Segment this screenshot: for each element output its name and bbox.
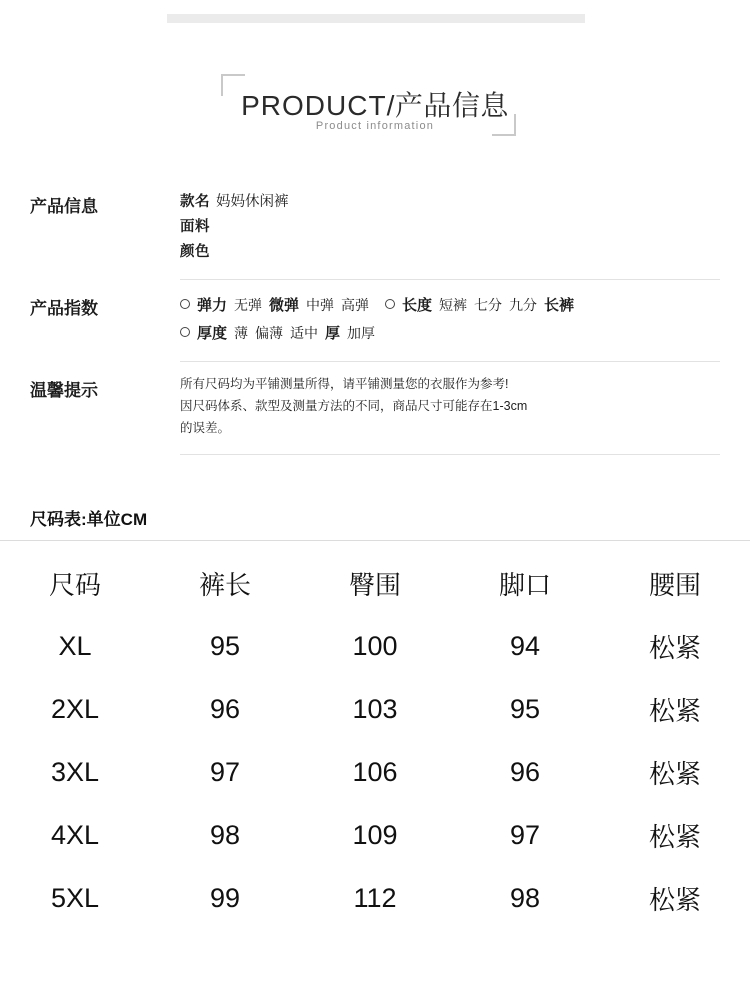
separator-spacer [30,440,180,442]
table-cell-waist: 松紧 [648,759,701,789]
product-info-value: 妈妈休闲裤 [216,194,289,210]
tips-line: 因尺码体系、款型及测量方法的不同，商品尺寸可能存在1-3cm [180,399,528,414]
size-chart-table [0,552,750,930]
index-option: 适中 [290,324,319,341]
index-group-name: 厚度 [197,324,228,342]
table-cell-length: 96 [209,694,241,724]
product-info-row [30,190,720,265]
table-row [0,867,750,930]
product-info-line [180,240,720,265]
table-cell-leg-opening: 95 [509,694,541,724]
index-option: 中弹 [306,296,335,313]
product-index-line [180,292,720,320]
section-divider [180,361,720,362]
table-cell-size: 4XL [50,820,100,850]
index-option: 厚 [325,324,341,342]
table-cell-hip: 112 [353,883,397,913]
index-option: 薄 [234,324,249,341]
index-group-name: 弹力 [197,296,228,314]
separator-spacer [30,265,180,267]
product-info-line [180,215,720,240]
index-option: 微弹 [269,296,300,314]
table-column-header: 臀围 [348,570,401,600]
table-cell-hip: 109 [352,820,398,850]
separator-row [30,347,720,374]
product-info-label: 产品信息 [30,197,98,216]
circle-bullet-icon [180,327,190,337]
size-chart-title: 尺码表:单位CM [30,510,148,529]
section-divider [180,279,720,280]
table-cell-hip: 103 [352,694,398,724]
tips-row [30,374,720,440]
table-cell-leg-opening: 97 [509,820,541,850]
index-option: 加厚 [347,324,376,341]
product-index-label: 产品指数 [30,298,98,318]
table-cell-size: 3XL [50,757,100,787]
page-title-en: PRODUCT [241,90,387,121]
table-cell-size: 5XL [50,883,100,913]
index-option: 七分 [474,296,503,313]
page-title-separator: / [386,90,395,121]
product-info-section [30,190,720,467]
product-index-row [30,292,720,348]
page-title [0,84,750,124]
table-cell-waist: 松紧 [648,885,701,915]
table-header-row [0,552,750,615]
table-cell-length: 95 [209,631,241,661]
table-cell-waist: 松紧 [648,633,701,663]
table-cell-leg-opening: 96 [509,757,541,787]
circle-bullet-icon [180,299,190,309]
table-cell-length: 99 [209,883,241,913]
table-column-header: 裤长 [198,570,251,600]
table-column-header: 尺码 [48,570,101,600]
index-group-name: 长度 [402,296,433,314]
product-info-key: 颜色 [180,243,210,260]
table-cell-hip: 106 [352,757,398,787]
table-row [0,804,750,867]
page-title-cn: 产品信息 [394,90,509,121]
table-cell-size: XL [58,631,92,661]
product-index-line [180,320,720,348]
page-subtitle: Product information [315,120,435,132]
table-cell-waist: 松紧 [648,696,701,726]
tips-line: 所有尺码均为平铺测量所得，请平铺测量您的衣服作为参考! [180,377,509,392]
index-option: 九分 [509,296,538,313]
table-cell-leg-opening: 94 [509,631,541,661]
tips-label: 温馨提示 [30,381,98,401]
size-chart-top-divider [0,540,750,541]
tips-body [180,374,720,440]
product-info-line [180,190,720,215]
index-option: 高弹 [341,296,370,313]
tips-line: 的误差。 [180,421,231,436]
table-row [0,615,750,678]
top-decoration-bar [167,14,585,23]
table-cell-size: 2XL [50,694,100,724]
table-column-header: 脚口 [498,570,551,600]
table-cell-length: 97 [209,757,241,787]
page-header [0,62,750,152]
table-cell-waist: 松紧 [648,822,701,852]
table-column-header: 腰围 [648,570,701,600]
product-index-body [180,292,720,348]
product-info-key: 款名 [180,194,210,210]
table-cell-leg-opening: 98 [509,883,541,913]
product-info-body [180,190,720,265]
separator-row [30,440,720,467]
table-row [0,678,750,741]
index-option: 无弹 [234,296,263,313]
separator-spacer [30,347,180,349]
index-option: 偏薄 [255,324,284,341]
index-option: 长裤 [544,296,575,314]
separator-row [30,265,720,292]
table-cell-hip: 100 [352,631,398,661]
table-row [0,741,750,804]
circle-bullet-icon [385,299,395,309]
product-info-key: 面料 [180,218,210,235]
table-cell-length: 98 [209,820,241,850]
section-divider [180,454,720,455]
index-option: 短裤 [439,296,468,313]
